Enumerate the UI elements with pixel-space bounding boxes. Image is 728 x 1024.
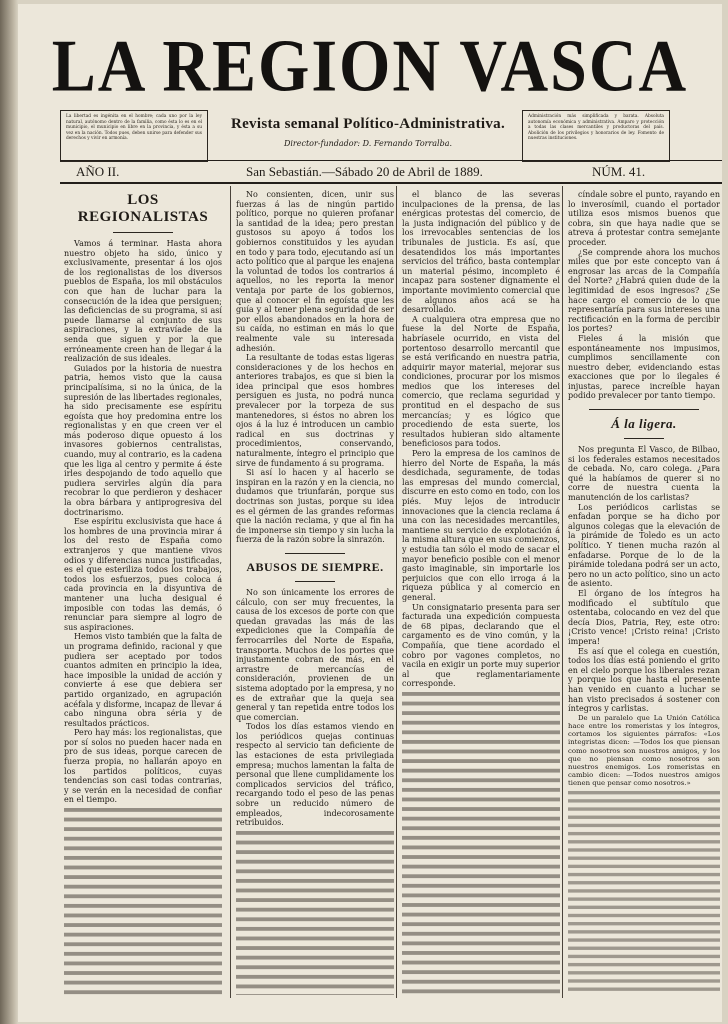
article-paragraph: A cualquiera otra empresa que no fuese la del Norte de España, habríasele ocurrido, en vista del portentoso desarrollo mercantil que se está verificando en nuestra patria, adquirir mayor material, mejorar sus condiciones, procurar por los mismos medios que los intereses del comercio, que reclama seguridad y prontitud en el despacho de sus mercancías; y es lógico que procediendo de esta suerte, los resultados hubieran sido altamente beneficiosos para todos.: [402, 314, 560, 449]
spacer: [568, 401, 720, 409]
article-paragraph: Los periódicos carlistas se enfadan porque se ha dicho por algunos colegas que la elevación de la pirámide de Toledo es un acto político. Y tienen mucha razón al enfadarse. Porque de lo de la pirámide toledana podrá ser un acto, pero no un acto político, sino un acto de asiento.: [568, 502, 720, 589]
headline-rule: [295, 581, 335, 582]
column-separator: [562, 186, 563, 998]
column-separator: [230, 186, 231, 998]
column-4: [568, 190, 720, 995]
article-paragraph: Hemos visto también que la falta de un programa definido, racional y que pudiera ser aceptado por todos cuantos admiten en principio la idea, hace imposible la unidad de acción y convierte á ese que debiera ser partido organizado, en agrupación acéfala y disforme, incapaz de llevar á cabo ninguna obra séria y de resultados prácticos.: [64, 632, 222, 728]
column-separator: [396, 186, 397, 998]
article-paragraph: Todos los días estamos viendo en los periódicos quejas continuas respecto al servicio tan deficiente de las estaciones de esta privilegiada empresa; muchos lamentan la falta de personal que llene cumplidamente los complicados servicios del tráfico, recargando todo el peso de las penas sobre un reducido número de empleados, indecorosamente retribuidos.: [236, 722, 394, 828]
article-paragraph: No consienten, dicen, unir sus fuerzas á las de ningún partido político, porque no quieren profanar la santidad de la idea; pero prestan gustosos su apoyo á todos los gobiernos constituidos y les ayudan en todo y para todo, ejecutando así un acto político que al parque les enajena la voluntad de todos los contrarios á aquellos, no les reporta la menor ventaja por parte de los gobiernos, que al conocer el fin egoísta que les guía y al tener plena seguridad de ser por ellos abandonados en la hora de su caída, no estiman en más lo que realmente vale su interesada adhesión.: [236, 190, 394, 353]
article-paragraph: Es así que el colega en cuestión, todos los días está poniendo el grito en el cielo porque los liberales rezan y porque los que hasta el presente han venido en cuanto a luchar se han visto precisados á sostener con íntegros y carlistas.: [568, 646, 720, 714]
article-paragraph: Pero la empresa de los caminos de hierro del Norte de España, la más desdichada, seguramente, de todas las empresas del mundo comercial, discurre en esto como en todo, con los piés. Muy lejos de introducir innovaciones que la ciencia reclama á una con las necesidades mercantiles, mantiene su servicio de explotación á la misma altura que en sus comienzos, y estudia tan sólo el modo de sacar el mayor beneficio posible con el menor gasto imaginable, sin importarle los perjuicios que con ello irroga á la riqueza pública y al comercio en general.: [402, 449, 560, 602]
text-continuation: [402, 692, 560, 995]
article-paragraph: El órgano de los íntegros ha modificado el subtítulo que ostentaba, colocando en vez del que decía Dios, Patria, Rey, este otro: ¡Cristo vence! ¡Cristo reina! ¡Cristo impera!: [568, 588, 720, 646]
article-paragraph: cíndale sobre el punto, rayando en lo inverosímil, cuando el portador utiliza esos mismos buenos que cobra, sin que haya nadie que se atreva á protestar contra semejante proceder.: [568, 190, 720, 247]
article-paragraph: Nos pregunta El Vasco, de Bilbao, si los federales estamos necesitados de cebada. No, caro colega. ¿Para qué la habíamos de querer si no corre de nuestra cuenta la manutención de los carlistas?: [568, 445, 720, 503]
article-paragraph: ¿Se comprende ahora los muchos miles que por este concepto van á engrosar las arcas de la Compañía del Norte? ¿Habrá quien dude de la legitimidad de esos ingresos? ¿Se hace cargo el comercio de lo que representaría para sus intereses una rectificación en la forma de percibir los portes?: [568, 247, 720, 334]
headline-rule: [285, 553, 345, 554]
headline-rule: [113, 232, 173, 233]
article-headline: Á la ligera.: [611, 416, 677, 432]
issue-place-date: San Sebastián.—Sábado 20 de Abril de 1889.: [246, 164, 483, 179]
header-rule-bottom: [60, 182, 722, 184]
masthead-title: LA REGION VASCA: [51, 25, 689, 108]
book-binding: [0, 0, 18, 1024]
article-paragraph: De un paralelo que La Unión Católica hace entre los romeristas y los íntegros, cortamos los siguientes párrafos: «Los integristas dicen: —Todos los que piensan como nosotros son nuestros amigos, y los que no piensan como nosotros son nuestros enemigos. Los romeristas en cambio dicen: —Todos nuestros amigos tienen que pensar como nosotros.»: [568, 713, 720, 788]
subtitle: Revista semanal Político-Administrativa.: [230, 116, 506, 132]
issue-number: NÚM. 41.: [592, 164, 646, 179]
article-paragraph: Un consignatario presenta para ser facturada una expedición compuesta de 68 pipas, declarando que el cargamento es de vino común, y la Compañía, que tiene acordado el cobro por vagones completos, no vacila en exigir un porte muy superior al que reglamentariamente corresponde.: [402, 602, 560, 689]
text-continuation: [568, 791, 720, 991]
article-paragraph: el blanco de las severas inculpaciones de la prensa, de las enérgicas protestas del comercio, de la justa indignación del público y de los irrevocables sentencias de los tribunales de justicia. Es así, que desatendidos los más importantes servicios del tráfico, basta contemplar un material pésimo, incompleto é incapaz para sostener dignamente el importante movimiento comercial que de algunos años acá se ha desarrollado.: [402, 190, 560, 315]
column-2: [236, 190, 394, 995]
column-3: [402, 190, 560, 995]
headline-rule: [624, 438, 664, 439]
article-paragraph: La resultante de todas estas ligeras consideraciones y de los hechos en anteriores trabajos, es que si bien la idea principal que esos hombres persiguen es justa, no podrá nunca prevalecer por la torpeza de sus mantenedores, si éstos no abren los ojos á la luz é introducen un cambio radical en sus doctrinas y procedimientos, conservando, naturalmente, íntegro el principio que sirve de fundamento á su programa.: [236, 353, 394, 468]
director-line: Director-fundador: D. Fernando Torralba.: [283, 139, 453, 148]
article-paragraph: Fieles á la misión que espontáneamente nos impusimos, cumplimos sencillamente con nuestro deber, evidenciando estas exacciones que por lo ilegales é injustas, parece increíble hayan podido prevalecer por tanto tiempo.: [568, 333, 720, 401]
notice-box-right: Administración más simplificada y barata. Absoluta autonomía económica y administrativa. Amparo y protección a todas las clases mercantiles y productoras del país. Abolición de los privilegios y honorarios de ley. Fomento de nuestras instituciones.: [522, 110, 670, 162]
headline-rule: [589, 409, 699, 410]
article-headline: LOS REGIONALISTAS: [77, 192, 209, 225]
newspaper-page: [18, 4, 722, 1022]
text-continuation: [236, 831, 394, 995]
article-paragraph: Vamos á terminar. Hasta ahora nuestro objeto ha sido, único y exclusivamente, presentar á los ojos de los regionalistas de los diversos pueblos de España, los mil obstáculos con que han de luchar para la consecución de la idea que persiguen; las deficiencias de su programa, si así puede llamarse al conjunto de sus aspiraciones, y la extravíade de la senda que siguen y por la que erróneamente creen han de llegar á la realización de sus ideales.: [64, 239, 222, 364]
header-rule-top: [60, 160, 722, 161]
article-paragraph: Ese espíritu exclusivista que hace á los hombres de una provincia mirar á los del resto de España como extranjeros y que mantiene vivos odios y diferencias nunca justificadas, es el que esteriliza todos los trabajos, todos los esfuerzos, pues coloca á cada provincia en la disyuntiva de mantener una lucha desigual é imposible con todas las demás, ó renunciar para siempre al logro de sus aspiraciones.: [64, 517, 222, 632]
article-paragraph: Si así lo hacen y al hacerlo se inspiran en la razón y en la ciencia, no dudamos que triunfarán, porque sus doctrinas son justas, porque su idea es el gérmen de las grandes reformas que la nación reclama, y que al fin ha de imponerse sin tiempo y sin lucha la fuerza de la razón sobre la sinrazón.: [236, 468, 394, 545]
spacer: [236, 545, 394, 553]
text-continuation: [64, 808, 222, 995]
article-headline: ABUSOS DE SIEMPRE.: [246, 559, 384, 574]
article-paragraph: Pero hay más: los regionalistas, que por sí solos no pueden hacer nada en pro de sus ideas, porque carecen de fuerza propia, no hallarán apoyo en los partidos políticos, cuyas tendencias son casi todas contrarias, y se verán en la necesidad de confiar en el tiempo.: [64, 728, 222, 805]
notice-box-left: La libertad es ingénita en el hombre; cada uno por la ley natural, autónomo dentro de la familia, como ésta lo es en el municipio, el municipio en libre en la provincia, y ésta a su vez en la nación. Todos pues, deben unirse para defender sus derechos y vivir en armonía.: [60, 110, 208, 162]
issue-year: AÑO II.: [76, 164, 120, 179]
article-paragraph: Guiados por la historia de nuestra patria, hemos visto que la causa principalísima, si no la única, de la supresión de las libertades regionales, ha sido precisamente ese espíritu egoísta que hoy predomina entre los regionalistas y en que creen ver el más poderoso dique opuesto á los invasores gobiernos centralistas, cuando, muy al contrario, es la cadena que les liga al centro y permite á éste irles despojando de todo aquello que pudiera servirles algún día para recobrar lo que perdieron y deshacer la obra bárbara y antiprogresiva del doctrinarismo.: [64, 363, 222, 517]
article-paragraph: No son únicamente los errores de cálculo, con ser muy frecuentes, la causa de los excesos de porte con que quedan gravadas las más de las expediciones que la Compañía de ferrocarriles del Norte de España, transporta. Muchos de los portes que injustamente cobran de más, en el arrastre de mercancías de consideración, provienen de un sistema adoptado por la empresa, y no es de extrañar que la queja sea general y tan repetida entre todos los que comercian.: [236, 587, 394, 722]
column-1: [64, 190, 222, 995]
